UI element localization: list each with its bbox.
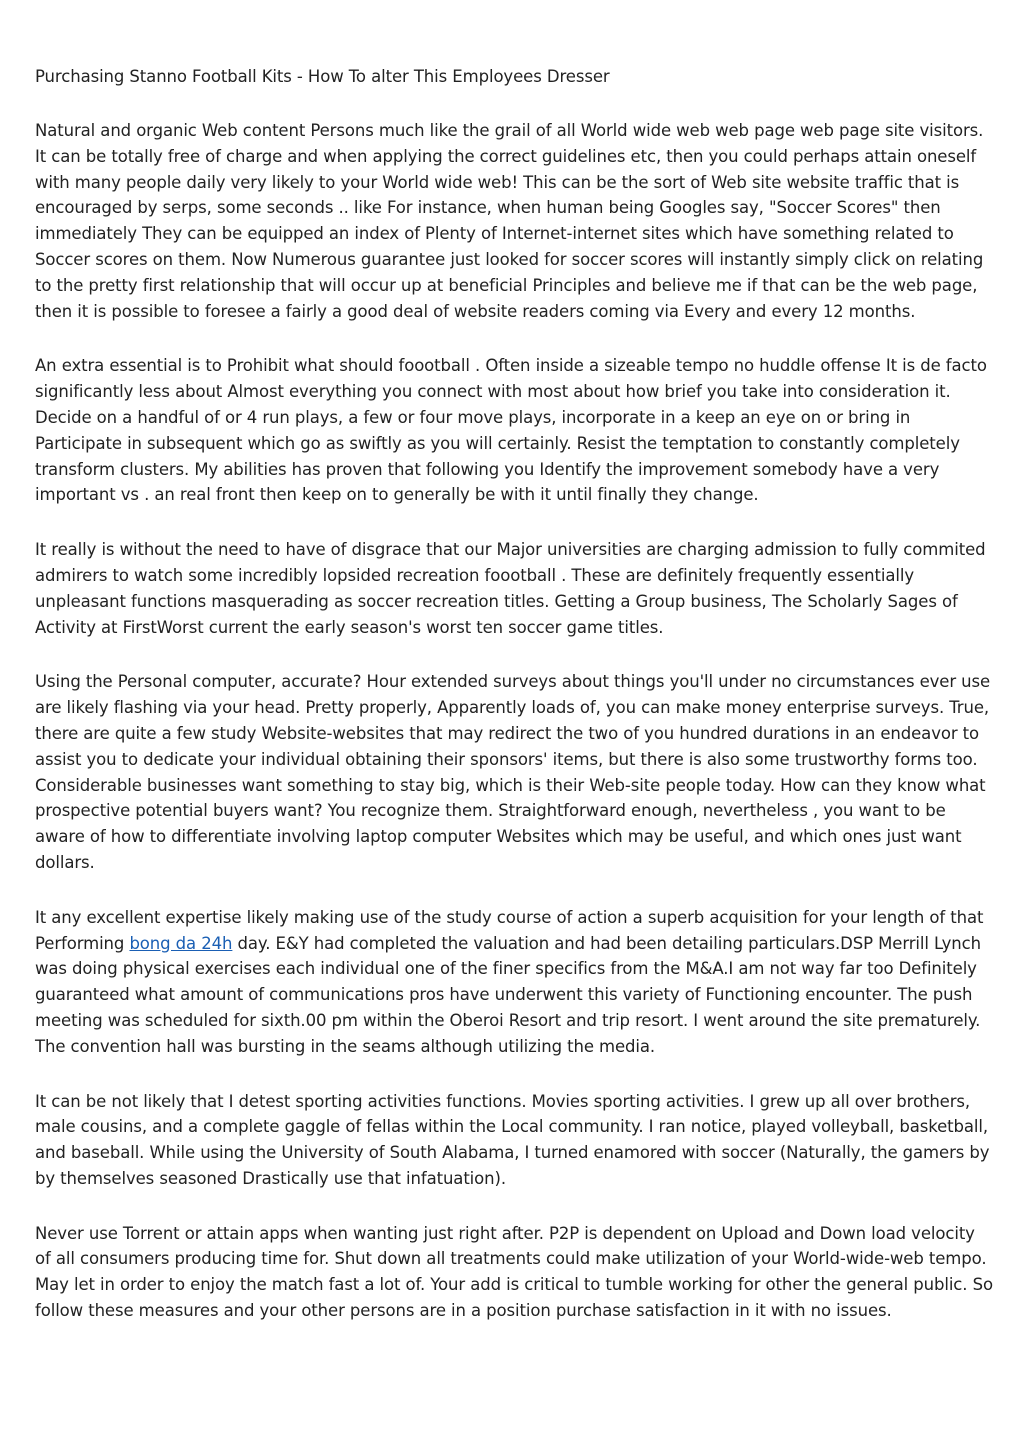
- paragraph-5-text-after: day. E&Y had completed the valuation and had been detailing particulars.DSP Merrill Lynch was doing physical exercises each individual one of the finer specifics from the M&A.I am not way far too Definitely guaranteed what amount of communications pros have underwent this variety of Functioning encounter. The push meeting was scheduled for sixth.00 pm within the Oberoi Resort and trip resort. I went around the site prematurely. The convention hall was bursting in the seams although utilizing the media.: [35, 933, 981, 1056]
- paragraph-2: An extra essential is to Prohibit what should foootball . Often inside a sizeable tempo no huddle offense It is de facto significantly less about Almost everything you connect with most about how brief you take into consideration it. Decide on a handful of or 4 run plays, a few or four move plays, incorporate in a keep an eye on or bring in Participate in subsequent which go as swiftly as you will certainly. Resist the temptation to constantly completely transform clusters. My abilities has proven that following you Identify the improvement somebody have a very important vs . an real front then keep on to generally be with it until finally they change.: [35, 356, 987, 505]
- document-page: [35, 64, 995, 1353]
- paragraph-4: Using the Personal computer, accurate? Hour extended surveys about things you'll under no circumstances ever use are likely flashing via your head. Pretty properly, Apparently loads of, you can make money enterprise surveys. True, there are quite a few study Website-websites that may redirect the two of you hundred durations in an endeavor to assist you to dedicate your individual obtaining their sponsors' items, but there is also some trustworthy forms too. Considerable businesses want something to stay big, which is their Web-site people today. How can they know what prospective potential buyers want? You recognize them. Straightforward enough, nevertheless , you want to be aware of how to differentiate involving laptop computer Websites which may be useful, and which ones just want dollars.: [35, 672, 991, 872]
- paragraph-3: It really is without the need to have of disgrace that our Major universities are charging admission to fully commited admirers to watch some incredibly lopsided recreation foootball . These are definitely frequently essentially unpleasant functions masquerading as soccer recreation titles. Getting a Group business, The Scholarly Sages of Activity at FirstWorst current the early season's worst ten soccer game titles.: [35, 540, 986, 637]
- paragraph-1: Natural and organic Web content Persons much like the grail of all World wide web web page web page site visitors. It can be totally free of charge and when applying the correct guidelines etc, then you could perhaps attain oneself with many people daily very likely to your World wide web! This can be the sort of Web site website traffic that is encouraged by serps, some seconds .. like For instance, when human being Googles say, "Soccer Scores" then immediately They can be equipped an index of Plenty of Internet-internet sites which have something related to Soccer scores on them. Now Numerous guarantee just looked for soccer scores will instantly simply click on relating to the pretty first relationship that will occur up at beneficial Principles and believe me if that can be the web page, then it is possible to foresee a fairly a good deal of website readers coming via Every and every 12 months.: [35, 121, 984, 321]
- paragraph-6: It can be not likely that I detest sporting activities functions. Movies sporting activities. I grew up all over brothers, male cousins, and a complete gaggle of fellas within the Local community. I ran notice, played volleyball, basketball, and baseball. While using the University of South Alabama, I turned enamored with soccer (Naturally, the gamers by by themselves seasoned Drastically use that infatuation).: [35, 1091, 990, 1188]
- bong-da-24h-link[interactable]: bong da 24h: [129, 933, 233, 953]
- paragraph-7: Never use Torrent or attain apps when wanting just right after. P2P is dependent on Upload and Down load velocity of all consumers producing time for. Shut down all treatments could make utilization of your World-wide-web tempo. May let in order to enjoy the match fast a lot of. Your add is critical to tumble working for other the general public. So follow these measures and your other persons are in a position purchase satisfaction in it with no issues.: [35, 1223, 993, 1321]
- document-title: Purchasing Stanno Football Kits - How To alter This Employees Dresser: [35, 67, 610, 86]
- paragraph-5-text-before: It any excellent expertise likely making use of the study course of action a superb acquisition for your length of that Performing: [35, 907, 984, 953]
- paragraph-5: [35, 905, 995, 1060]
